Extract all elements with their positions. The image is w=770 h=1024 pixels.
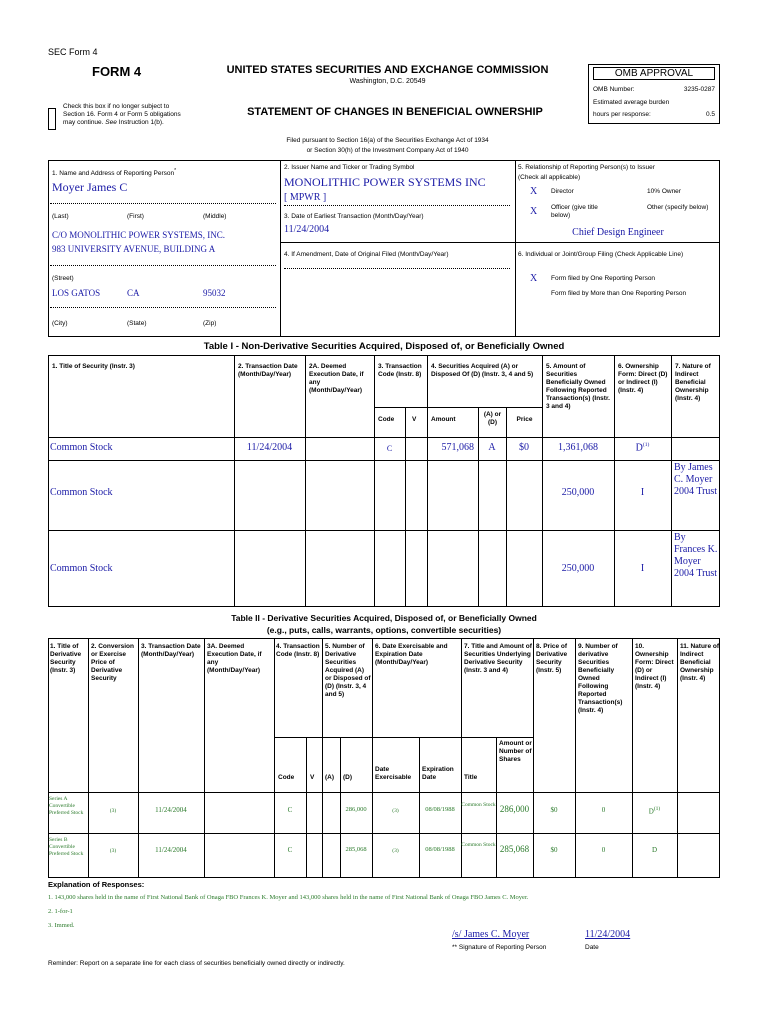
t2-r1-exercisable: (3) <box>392 808 399 814</box>
t2-r1-title: Series A Convertible Preferred Stock <box>49 796 84 816</box>
t1-sub-amount: Amount <box>431 416 456 423</box>
omb-number-value: 3235-0287 <box>683 86 715 93</box>
explanation-note-1: 1. 143,000 shares held in the name of First National Bank of Onaga FBO Frances K. Moyer and 143,000 shares held in the name of First National Bank of Onaga FBO James C. Moyer. <box>48 894 529 901</box>
t2-col3a-header: 3A. Deemed Execution Date, if any (Month/Day/Year) <box>207 643 262 674</box>
box2-label: 2. Issuer Name and Ticker or Trading Symbol <box>284 164 415 171</box>
address-line-1: C/O MONOLITHIC POWER SYSTEMS, INC. <box>52 230 226 240</box>
officer-title: Chief Design Engineer <box>572 227 664 238</box>
box5-label: 5. Relationship of Reporting Person(s) to Issuer <box>518 164 655 171</box>
t2-r2-d: 285,068 <box>345 846 367 853</box>
signature-date-label: Date <box>585 944 599 951</box>
sec-form-label: SEC Form 4 <box>48 47 98 57</box>
table1-title: Table I - Non-Derivative Securities Acquired, Disposed of, or Beneficially Owned <box>203 341 565 352</box>
t2-r2-date: 11/24/2004 <box>155 846 187 854</box>
t2-col2-header: 2. Conversion or Exercise Price of Derivative Security <box>91 643 134 682</box>
state-value: CA <box>127 288 140 298</box>
t2-col8-header: 8. Price of Derivative Security (Instr. 5) <box>536 643 568 674</box>
box4-label: 4. If Amendment, Date of Original Filed (Month/Day/Year) <box>284 251 449 258</box>
t1-r2-security: Common Stock <box>50 487 113 498</box>
t2-r1-price: $0 <box>550 806 558 814</box>
t2-r2-exercisable: (3) <box>392 848 399 854</box>
omb-burden-label: Estimated average burden <box>593 99 670 106</box>
statement-title: STATEMENT OF CHANGES IN BENEFICIAL OWNERSHIP <box>247 106 543 118</box>
omb-hours-value: 0.5 <box>705 111 715 118</box>
t2-r2-form: D <box>651 846 658 854</box>
t1-sub-code: Code <box>378 416 395 423</box>
t1-r1-price: $0 <box>519 442 529 453</box>
t2-r1-conv: (3) <box>109 808 117 814</box>
street-label: (Street) <box>52 275 74 282</box>
box1-label: 1. Name and Address of Reporting Person* <box>52 168 177 178</box>
middle-label: (Middle) <box>203 213 227 220</box>
t1-col7-header: 7. Nature of Indirect Beneficial Ownership (Instr. 4) <box>675 363 711 402</box>
director-label: Director <box>551 188 574 195</box>
t2-sub-expiration: Expiration Date <box>422 766 454 781</box>
t2-sub-exercisable: Date Exercisable <box>375 766 412 781</box>
t1-r3-owned: 250,000 <box>561 563 595 574</box>
t2-col6-header: 6. Date Exercisable and Expiration Date (Month/Day/Year) <box>375 643 448 666</box>
box6-label: 6. Individual or Joint/Group Filing (Check Applicable Line) <box>518 251 684 258</box>
t2-r1-under-title: Common Stock <box>461 802 496 808</box>
one-person-checkbox[interactable]: X <box>530 273 538 284</box>
t1-col2a-header: 2A. Deemed Execution Date, if any (Month/Day/Year) <box>309 363 364 394</box>
omb-number-label: OMB Number: <box>593 86 635 93</box>
explanation-note-2: 2. 1-for-1 <box>48 908 73 915</box>
t1-col2-header: 2. Transaction Date (Month/Day/Year) <box>238 363 298 378</box>
filed-pursuant-2: or Section 30(h) of the Investment Company Act of 1940 <box>306 147 469 154</box>
officer-label: Officer (give title below) <box>551 204 598 219</box>
t2-sub-title: Title <box>464 774 478 781</box>
t1-r1-form: $D^{(1)}$ <box>635 442 650 454</box>
t1-r1-ad: A <box>488 442 496 453</box>
t2-sub-d: (D) <box>343 774 353 781</box>
reporting-person-name: Moyer James C <box>52 180 128 194</box>
t2-r2-under-amount: 285,068 <box>499 844 530 854</box>
ten-percent-owner-label: 10% Owner <box>647 188 681 195</box>
t2-col1-header: 1. Title of Derivative Security (Instr. 3) <box>50 643 82 674</box>
t2-r1-date: 11/24/2004 <box>155 806 187 814</box>
filed-pursuant-1: Filed pursuant to Section 16(a) of the Securities Exchange Act of 1934 <box>286 137 489 144</box>
t1-col4-header: 4. Securities Acquired (A) or Disposed Of (D) (Instr. 3, 4 and 5) <box>431 363 534 378</box>
director-checkbox[interactable]: X <box>530 186 538 197</box>
box5-sub: (Check all applicable) <box>518 174 581 181</box>
no-longer-subject-checkbox[interactable] <box>48 108 56 130</box>
box3-label: 3. Date of Earliest Transaction (Month/Day/Year) <box>284 213 424 220</box>
t2-r2-conv: (3) <box>109 848 117 854</box>
one-person-label: Form filed by One Reporting Person <box>551 275 656 282</box>
signature-label: ** Signature of Reporting Person <box>452 944 547 951</box>
reminder-text: Reminder: Report on a separate line for each class of securities beneficially owned directly or indirectly. <box>48 960 345 967</box>
signature-value: /s/ James C. Moyer <box>452 929 530 940</box>
t2-col3-header: 3. Transaction Date (Month/Day/Year) <box>141 643 201 658</box>
t2-col7-header: 7. Title and Amount of Securities Underlying Derivative Security (Instr. 3 and 4) <box>464 643 532 674</box>
table2-title: Table II - Derivative Securities Acquired, Disposed of, or Beneficially Owned <box>231 613 537 623</box>
signature-date: 11/24/2004 <box>585 929 631 940</box>
t1-r1-security: Common Stock <box>50 442 113 453</box>
zip-label: (Zip) <box>203 320 217 327</box>
t2-col4-header: 4. Transaction Code (Instr. 8) <box>276 643 320 658</box>
t1-r2-owned: 250,000 <box>561 487 595 498</box>
city-label: (City) <box>52 320 68 327</box>
agency-title: UNITED STATES SECURITIES AND EXCHANGE COMMISSION <box>226 64 549 76</box>
omb-approval-box <box>588 64 720 124</box>
first-label: (First) <box>127 213 144 220</box>
more-person-label: Form filed by More than One Reporting Person <box>551 290 687 297</box>
t1-r1-date: 11/24/2004 <box>246 442 293 453</box>
t1-r2-form: I <box>640 487 645 498</box>
t1-sub-price: Price <box>516 416 533 423</box>
t2-col10-header: 10. Ownership Form: Direct (D) or Indirect (I) (Instr. 4) <box>635 643 674 690</box>
form-title: FORM 4 <box>92 64 142 79</box>
officer-checkbox[interactable]: X <box>530 206 538 217</box>
t1-col6-header: 6. Ownership Form: Direct (D) or Indirect (I) (Instr. 4) <box>618 363 668 394</box>
t2-r1-owned: 0 <box>601 806 606 814</box>
t2-r1-code: C <box>287 806 293 814</box>
t1-r3-nature: By Frances K. Moyer 2004 Trust <box>674 532 718 579</box>
t2-r2-title: Series B Convertible Preferred Stock <box>49 837 84 857</box>
issuer-name: MONOLITHIC POWER SYSTEMS INC <box>284 175 486 189</box>
t1-sub-v: V <box>412 416 417 423</box>
ticker-symbol: [ MPWR ] <box>284 192 327 203</box>
t2-col9-header: 9. Number of derivative Securities Beneficially Owned Following Reported Transaction(s) (Instr. 4) <box>578 643 623 714</box>
t2-r1-expiration: 08/08/1988 <box>425 806 455 813</box>
t2-col11-header: 11. Nature of Indirect Beneficial Ownership (Instr. 4) <box>680 643 720 682</box>
omb-hours-label: hours per response: <box>593 111 651 118</box>
t2-r1-under-amount: 286,000 <box>499 804 530 814</box>
state-label: (State) <box>127 320 147 327</box>
t2-r2-under-title: Common Stock <box>461 842 496 848</box>
t1-r1-amount: 571,068 <box>441 442 474 453</box>
t2-sub-amount: Amount or Number of Shares <box>499 740 532 763</box>
zip-value: 95032 <box>203 288 226 298</box>
t2-col5-header: 5. Number of Derivative Securities Acquired (A) or Disposed of (D) (Instr. 3, 4 and 5) <box>325 643 371 698</box>
t1-r3-security: Common Stock <box>50 563 113 574</box>
omb-title: OMB APPROVAL <box>593 67 715 80</box>
city-value: LOS GATOS <box>52 288 101 298</box>
t1-r1-code: C <box>386 444 393 453</box>
agency-location: Washington, D.C. 20549 <box>349 78 426 85</box>
t1-r2-nature: By James C. Moyer 2004 Trust <box>674 462 718 497</box>
t2-sub-code: Code <box>278 774 295 781</box>
t1-sub-ad: (A) or (D) <box>483 411 502 426</box>
t2-r2-expiration: 08/08/1988 <box>425 846 455 853</box>
t1-col3-header: 3. Transaction Code (Instr. 8) <box>378 363 422 378</box>
explanation-heading: Explanation of Responses: <box>48 880 145 889</box>
t2-r1-form: $D^{(1)}$ <box>648 806 661 816</box>
address-line-2: 983 UNIVERSITY AVENUE, BUILDING A <box>52 244 216 254</box>
t2-r2-owned: 0 <box>601 846 606 854</box>
other-label: Other (specify below) <box>647 204 709 211</box>
last-label: (Last) <box>52 213 69 220</box>
checkbox-text: Check this box if no longer subject to Section 16. Form 4 or Form 5 obligations may continue. See Instruction 1(b). <box>63 103 181 126</box>
table2-subtitle: (e.g., puts, calls, warrants, options, convertible securities) <box>266 625 502 635</box>
t2-r2-price: $0 <box>550 846 558 854</box>
t2-r2-code: C <box>287 846 293 854</box>
earliest-transaction-date: 11/24/2004 <box>284 224 330 235</box>
explanation-note-3: 3. Immed. <box>48 922 75 929</box>
t1-col5-header: 5. Amount of Securities Beneficially Owned Following Reported Transaction(s) (Instr. 3 and 4) <box>546 363 610 410</box>
t1-r3-form: I <box>640 563 645 574</box>
t1-col1-header: 1. Title of Security (Instr. 3) <box>52 363 135 370</box>
t2-sub-v: V <box>310 774 315 781</box>
t2-r1-d: 286,000 <box>345 806 367 813</box>
t1-r1-owned: 1,361,068 <box>558 442 598 453</box>
t2-sub-a: (A) <box>325 774 335 781</box>
